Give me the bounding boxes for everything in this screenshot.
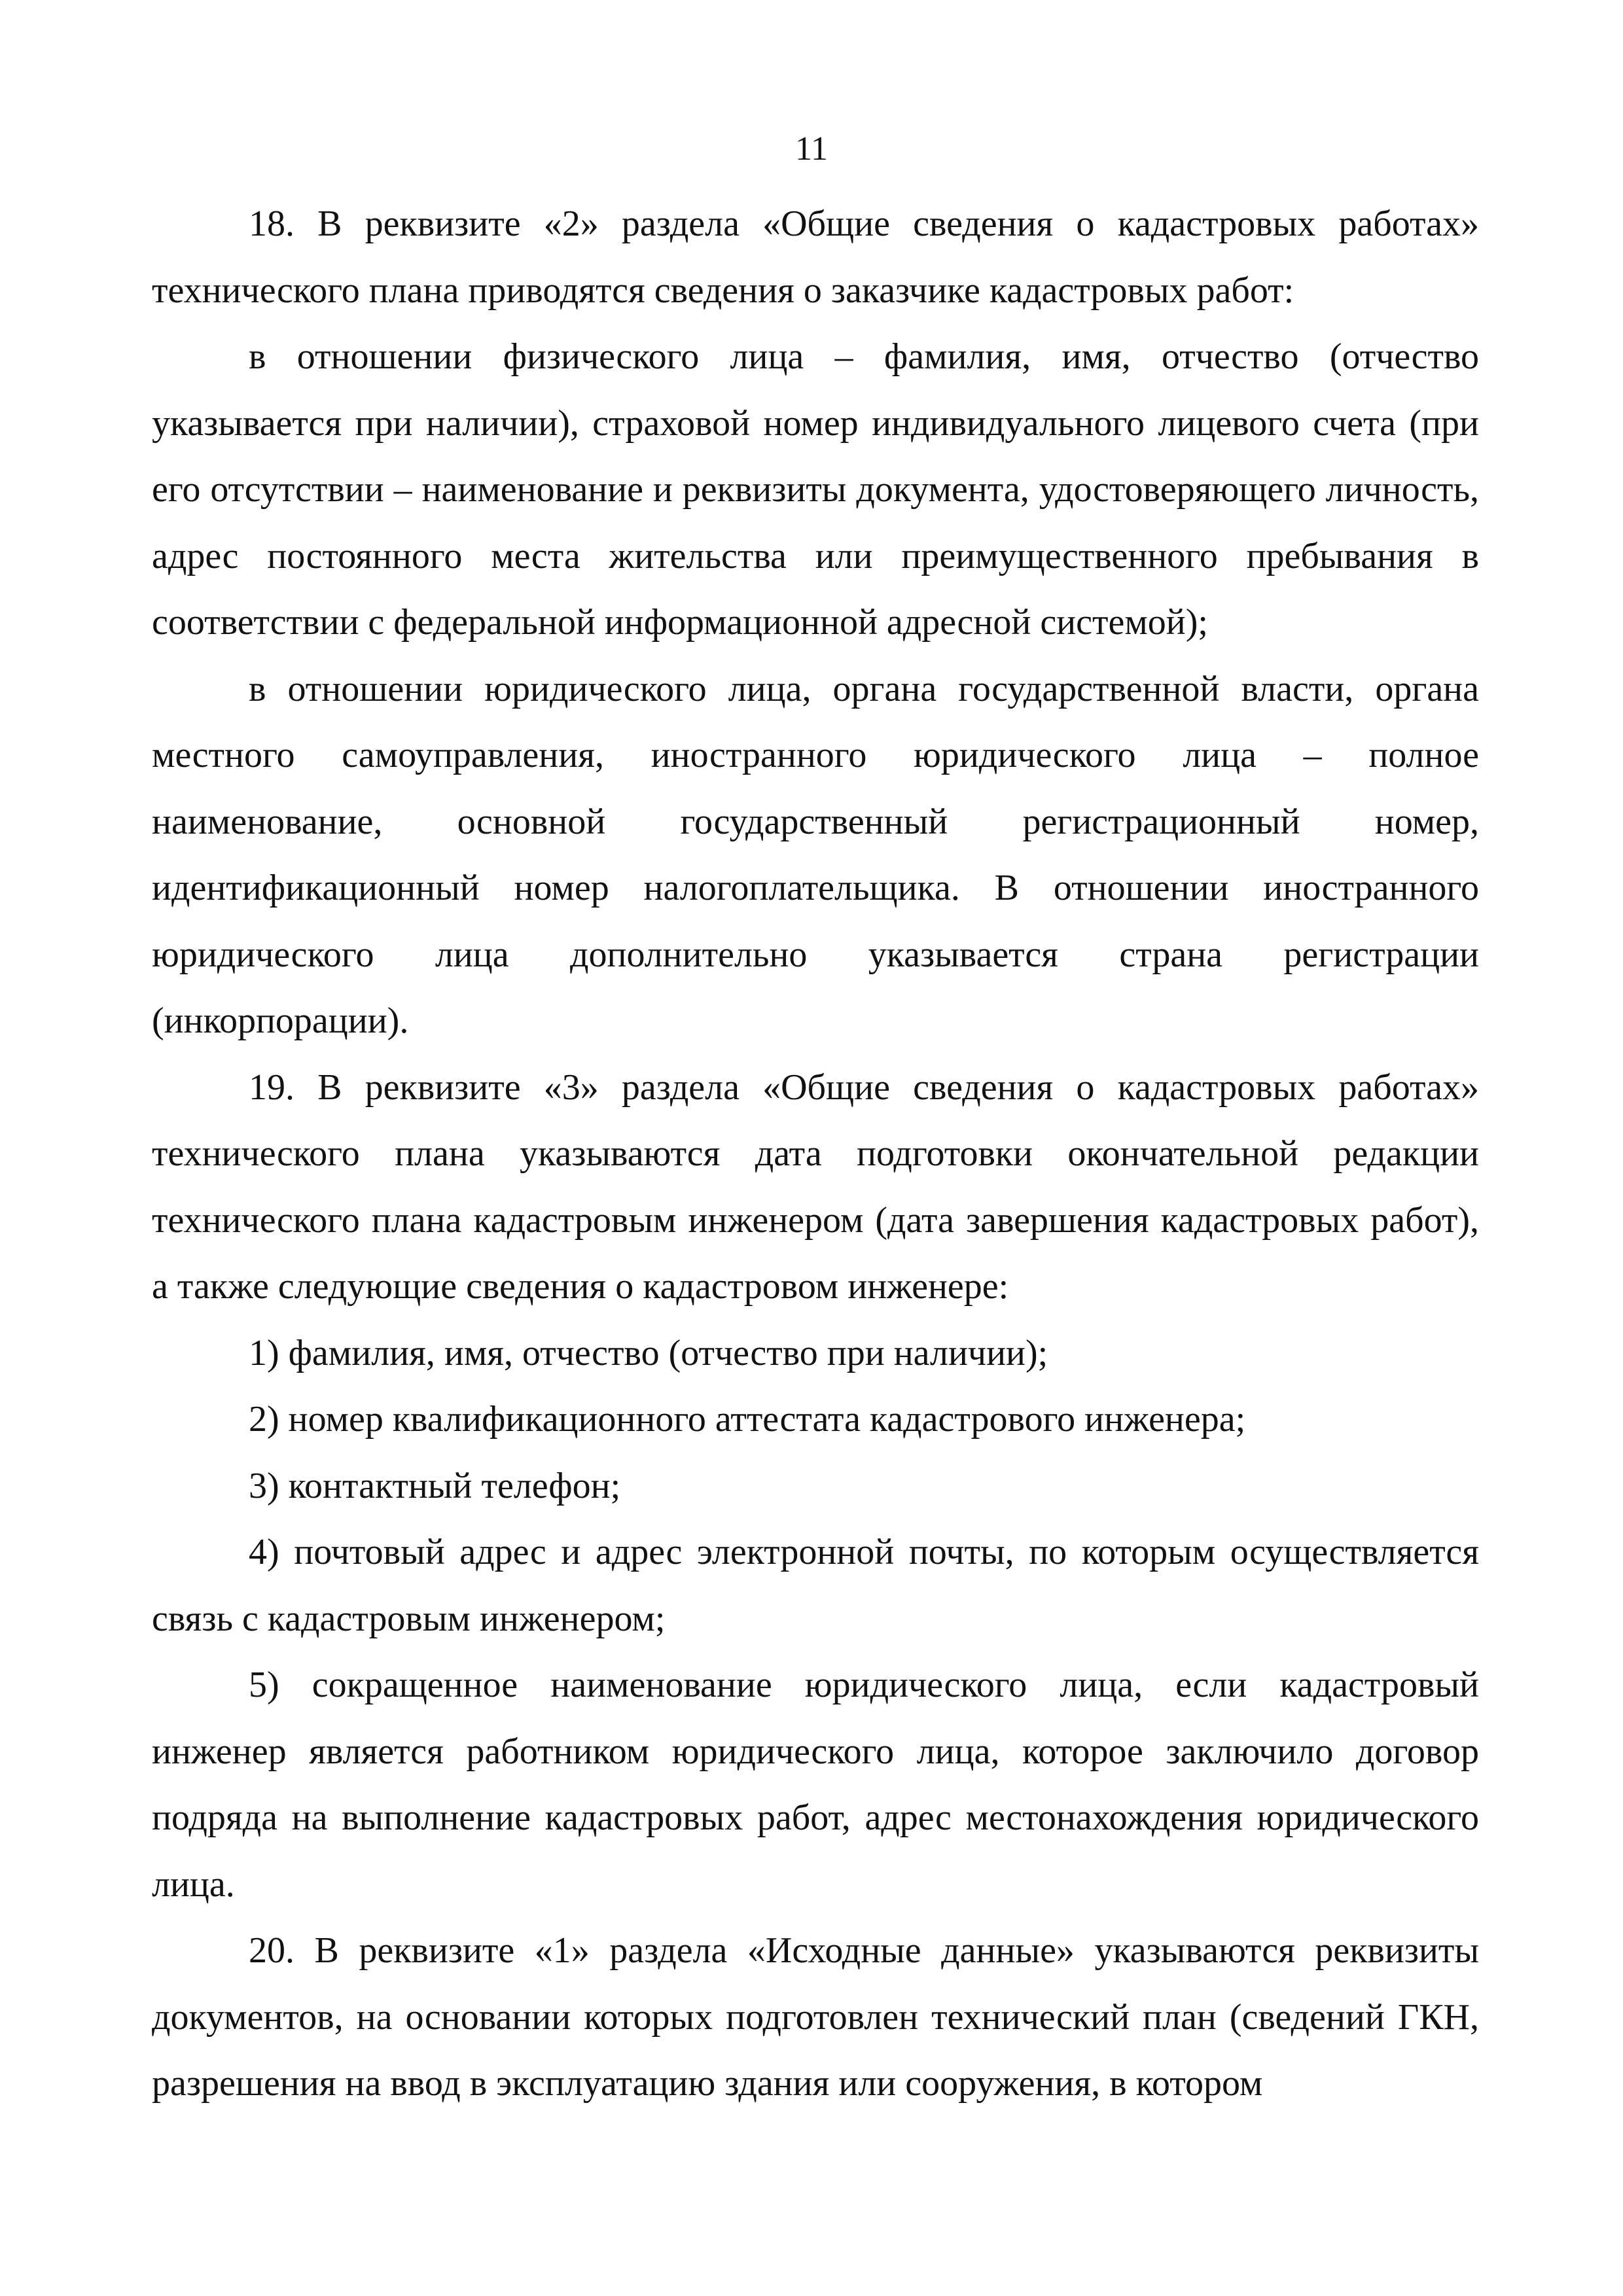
list-item-4: 4) почтовый адрес и адрес электронной почты, по которым осуществляется связь с кадастровым инженером; xyxy=(152,1532,1479,1639)
paragraph-19: 19. В реквизите «3» раздела «Общие сведения о кадастровых работах» технического плана указываются дата подготовки окончательной редакции технического плана кадастровым инженером (дата завершения кадастровых работ), а также следующие сведения о кадастровом инженере: xyxy=(152,1067,1479,1307)
list-item-2: 2) номер квалификационного аттестата кадастрового инженера; xyxy=(249,1399,1246,1439)
paragraph-18: 18. В реквизите «2» раздела «Общие сведения о кадастровых работах» технического плана приводятся сведения о заказчике кадастровых работ: xyxy=(152,203,1479,311)
list-item-1: 1) фамилия, имя, отчество (отчество при наличии); xyxy=(249,1332,1048,1373)
paragraph-individual: в отношении физического лица – фамилия, имя, отчество (отчество указывается при наличии), страховой номер индивидуального лицевого счета (при его отсутствии – наименование и реквизиты документа, удостоверяющего личность, адрес постоянного места жительства или преимущественного пребывания в соответствии с федеральной информационной адресной системой); xyxy=(152,336,1479,643)
document-body xyxy=(152,191,1479,2117)
list-item-5: 5) сокращенное наименование юридического лица, если кадастровый инженер является работником юридического лица, которое заключило договор подряда на выполнение кадастровых работ, адрес местонахождения юридического лица. xyxy=(152,1665,1479,1905)
paragraph-legal-entity: в отношении юридического лица, органа государственной власти, органа местного самоуправления, иностранного юридического лица – полное наименование, основной государственный регистрационный номер, идентификационный номер налогоплательщика. В отношении иностранного юридического лица дополнительно указывается страна регистрации (инкорпорации). xyxy=(152,668,1479,1041)
list-item-3: 3) контактный телефон; xyxy=(249,1465,621,1506)
paragraph-20: 20. В реквизите «1» раздела «Исходные данные» указываются реквизиты документов, на основании которых подготовлен технический план (сведений ГКН, разрешения на ввод в эксплуатацию здания или сооружения, в котором xyxy=(152,1930,1479,2104)
page-number: 11 xyxy=(794,130,829,168)
